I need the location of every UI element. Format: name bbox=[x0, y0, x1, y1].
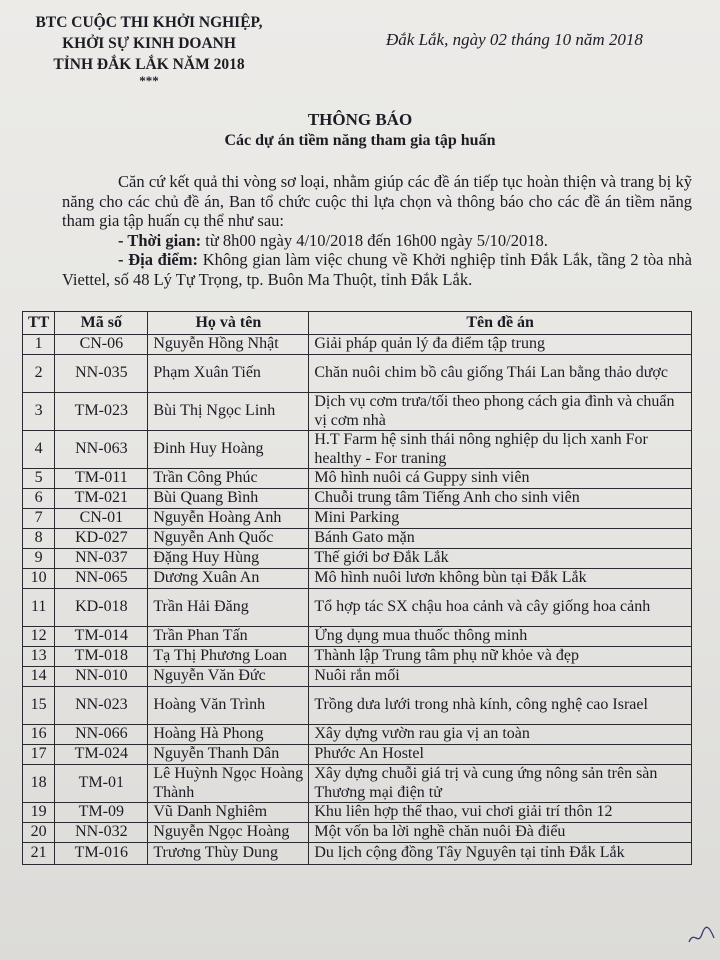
row-number: 11 bbox=[23, 589, 55, 627]
notice-title: THÔNG BÁO bbox=[307, 110, 413, 129]
table-row bbox=[23, 647, 692, 667]
row-number: 15 bbox=[23, 687, 55, 725]
header-code: Mã số bbox=[55, 312, 148, 335]
participant-name: Nguyễn Văn Đức bbox=[148, 667, 309, 687]
project-code: CN-06 bbox=[55, 335, 148, 355]
table-row bbox=[23, 823, 692, 843]
project-code: TM-014 bbox=[55, 627, 148, 647]
row-number: 20 bbox=[23, 823, 55, 843]
header-name: Họ và tên bbox=[148, 312, 309, 335]
participant-name: Đặng Huy Hùng bbox=[148, 549, 309, 569]
project-table bbox=[22, 311, 692, 865]
table-row bbox=[23, 335, 692, 355]
row-number: 3 bbox=[23, 393, 55, 431]
project-name: Mô hình nuôi cá Guppy sinh viên bbox=[309, 469, 692, 489]
project-name: Thế giới bơ Đắk Lắk bbox=[309, 549, 692, 569]
table-row bbox=[23, 725, 692, 745]
participant-name: Hoàng Hà Phong bbox=[148, 725, 309, 745]
row-number: 4 bbox=[23, 431, 55, 469]
project-code: KD-027 bbox=[55, 529, 148, 549]
project-code: NN-066 bbox=[55, 725, 148, 745]
participant-name: Bùi Thị Ngọc Linh bbox=[148, 393, 309, 431]
row-number: 21 bbox=[23, 843, 55, 865]
organizer-stars: *** bbox=[139, 73, 159, 88]
participant-name: Nguyễn Anh Quốc bbox=[148, 529, 309, 549]
participant-name: Trần Phan Tấn bbox=[148, 627, 309, 647]
project-code: NN-032 bbox=[55, 823, 148, 843]
project-name: H.T Farm hệ sinh thái nông nghiệp du lịch xanh For healthy - For traning bbox=[309, 431, 692, 469]
project-name: Một vốn ba lời nghề chăn nuôi Đà điểu bbox=[309, 823, 692, 843]
header-project: Tên đề án bbox=[309, 312, 692, 335]
participant-name: Nguyễn Thanh Dân bbox=[148, 745, 309, 765]
table-row bbox=[23, 549, 692, 569]
project-name: Ứng dụng mua thuốc thông minh bbox=[309, 627, 692, 647]
participant-name: Hoàng Văn Trình bbox=[148, 687, 309, 725]
participant-name: Nguyễn Ngọc Hoàng bbox=[148, 823, 309, 843]
row-number: 14 bbox=[23, 667, 55, 687]
notice-body bbox=[62, 172, 692, 290]
organizer-line-3: TỈNH ĐẮK LẮK NĂM 2018 bbox=[53, 56, 245, 73]
project-code: TM-024 bbox=[55, 745, 148, 765]
intro-paragraph: Căn cứ kết quả thi vòng sơ loại, nhằm giúp các đề án tiếp tục hoàn thiện và trang bị kỹ năng cho các chủ đề án, Ban tổ chức cuộc thi lựa chọn và thông báo cho các đề án tiềm năng tham gia tập huấn cụ thể như sau: bbox=[62, 172, 692, 231]
participant-name: Tạ Thị Phương Loan bbox=[148, 647, 309, 667]
row-number: 19 bbox=[23, 803, 55, 823]
project-name: Xây dựng chuỗi giá trị và cung ứng nông sản trên sàn Thương mại điện tử bbox=[309, 765, 692, 803]
table-row bbox=[23, 355, 692, 393]
table-row bbox=[23, 627, 692, 647]
participant-name: Trần Hải Đăng bbox=[148, 589, 309, 627]
table-row bbox=[23, 569, 692, 589]
project-name: Mini Parking bbox=[309, 509, 692, 529]
project-code: TM-011 bbox=[55, 469, 148, 489]
place-value: Không gian làm việc chung về Khởi nghiệp tỉnh Đắk Lắk, tầng 2 tòa nhà Viettel, số 48 Lý Tự Trọng, tp. Buôn Ma Thuột, tỉnh Đắk Lắk. bbox=[62, 250, 692, 289]
row-number: 1 bbox=[23, 335, 55, 355]
row-number: 10 bbox=[23, 569, 55, 589]
time-line bbox=[62, 231, 692, 251]
participant-name: Trương Thùy Dung bbox=[148, 843, 309, 865]
participant-name: Phạm Xuân Tiến bbox=[148, 355, 309, 393]
project-name: Tổ hợp tác SX chậu hoa cảnh và cây giống hoa cảnh bbox=[309, 589, 692, 627]
table-row bbox=[23, 529, 692, 549]
organizer-line-2: KHỞI SỰ KINH DOANH bbox=[62, 35, 236, 52]
project-code: KD-018 bbox=[55, 589, 148, 627]
row-number: 6 bbox=[23, 489, 55, 509]
row-number: 13 bbox=[23, 647, 55, 667]
project-code: TM-01 bbox=[55, 765, 148, 803]
project-name: Chuỗi trung tâm Tiếng Anh cho sinh viên bbox=[309, 489, 692, 509]
row-number: 7 bbox=[23, 509, 55, 529]
row-number: 17 bbox=[23, 745, 55, 765]
project-code: NN-023 bbox=[55, 687, 148, 725]
participant-name: Đinh Huy Hoàng bbox=[148, 431, 309, 469]
participant-name: Nguyễn Hồng Nhật bbox=[148, 335, 309, 355]
table-row bbox=[23, 765, 692, 803]
participant-name: Vũ Danh Nghiêm bbox=[148, 803, 309, 823]
project-name: Bánh Gato mặn bbox=[309, 529, 692, 549]
participant-name: Nguyễn Hoàng Anh bbox=[148, 509, 309, 529]
table-row bbox=[23, 393, 692, 431]
table-row bbox=[23, 589, 692, 627]
time-label: - Thời gian: bbox=[118, 230, 202, 250]
row-number: 18 bbox=[23, 765, 55, 803]
row-number: 16 bbox=[23, 725, 55, 745]
project-name: Chăn nuôi chim bồ câu giống Thái Lan bằng thảo dược bbox=[309, 355, 692, 393]
row-number: 8 bbox=[23, 529, 55, 549]
table-row bbox=[23, 509, 692, 529]
table-row bbox=[23, 489, 692, 509]
organizer-line-1: BTC CUỘC THI KHỞI NGHIỆP, bbox=[35, 14, 263, 31]
table-row bbox=[23, 431, 692, 469]
row-number: 12 bbox=[23, 627, 55, 647]
place-date: Đắk Lắk, ngày 02 tháng 10 năm 2018 bbox=[386, 30, 643, 49]
project-name: Dịch vụ cơm trưa/tối theo phong cách gia đình và chuẩn vị cơm nhà bbox=[309, 393, 692, 431]
time-value: từ 8h00 ngày 4/10/2018 đến 16h00 ngày 5/10/2018. bbox=[201, 230, 548, 250]
project-name: Giải pháp quản lý đa điểm tập trung bbox=[309, 335, 692, 355]
table-row bbox=[23, 803, 692, 823]
organizer-block bbox=[14, 12, 284, 87]
project-code: TM-023 bbox=[55, 393, 148, 431]
project-code: NN-063 bbox=[55, 431, 148, 469]
table-header-row bbox=[23, 312, 692, 335]
participant-name: Bùi Quang Bình bbox=[148, 489, 309, 509]
participant-name: Trần Công Phúc bbox=[148, 469, 309, 489]
place-label: - Địa điểm: bbox=[118, 250, 198, 270]
table-row bbox=[23, 843, 692, 865]
project-name: Khu liên hợp thể thao, vui chơi giải trí thôn 12 bbox=[309, 803, 692, 823]
project-code: NN-010 bbox=[55, 667, 148, 687]
project-name: Thành lập Trung tâm phụ nữ khỏe và đẹp bbox=[309, 647, 692, 667]
project-code: TM-016 bbox=[55, 843, 148, 865]
participant-name: Lê Huỳnh Ngọc Hoàng Thành bbox=[148, 765, 309, 803]
project-name: Trồng dưa lưới trong nhà kính, công nghệ cao Israel bbox=[309, 687, 692, 725]
project-code: TM-09 bbox=[55, 803, 148, 823]
row-number: 2 bbox=[23, 355, 55, 393]
project-code: TM-021 bbox=[55, 489, 148, 509]
row-number: 5 bbox=[23, 469, 55, 489]
project-name: Phước An Hostel bbox=[309, 745, 692, 765]
project-name: Du lịch cộng đồng Tây Nguyên tại tỉnh Đắk Lắk bbox=[309, 843, 692, 865]
participant-name: Dương Xuân An bbox=[148, 569, 309, 589]
table-row bbox=[23, 687, 692, 725]
row-number: 9 bbox=[23, 549, 55, 569]
project-code: NN-035 bbox=[55, 355, 148, 393]
signature-mark bbox=[686, 920, 716, 950]
table-row bbox=[23, 745, 692, 765]
project-code: CN-01 bbox=[55, 509, 148, 529]
project-name: Xây dựng vườn rau gia vị an toàn bbox=[309, 725, 692, 745]
table-row bbox=[23, 667, 692, 687]
project-code: NN-037 bbox=[55, 549, 148, 569]
table-row bbox=[23, 469, 692, 489]
project-code: TM-018 bbox=[55, 647, 148, 667]
project-name: Nuôi rắn mối bbox=[309, 667, 692, 687]
project-name: Mô hình nuôi lươn không bùn tại Đắk Lắk bbox=[309, 569, 692, 589]
project-code: NN-065 bbox=[55, 569, 148, 589]
header-tt: TT bbox=[23, 312, 55, 335]
notice-subtitle: Các dự án tiềm năng tham gia tập huấn bbox=[224, 132, 496, 149]
place-line bbox=[62, 250, 692, 289]
